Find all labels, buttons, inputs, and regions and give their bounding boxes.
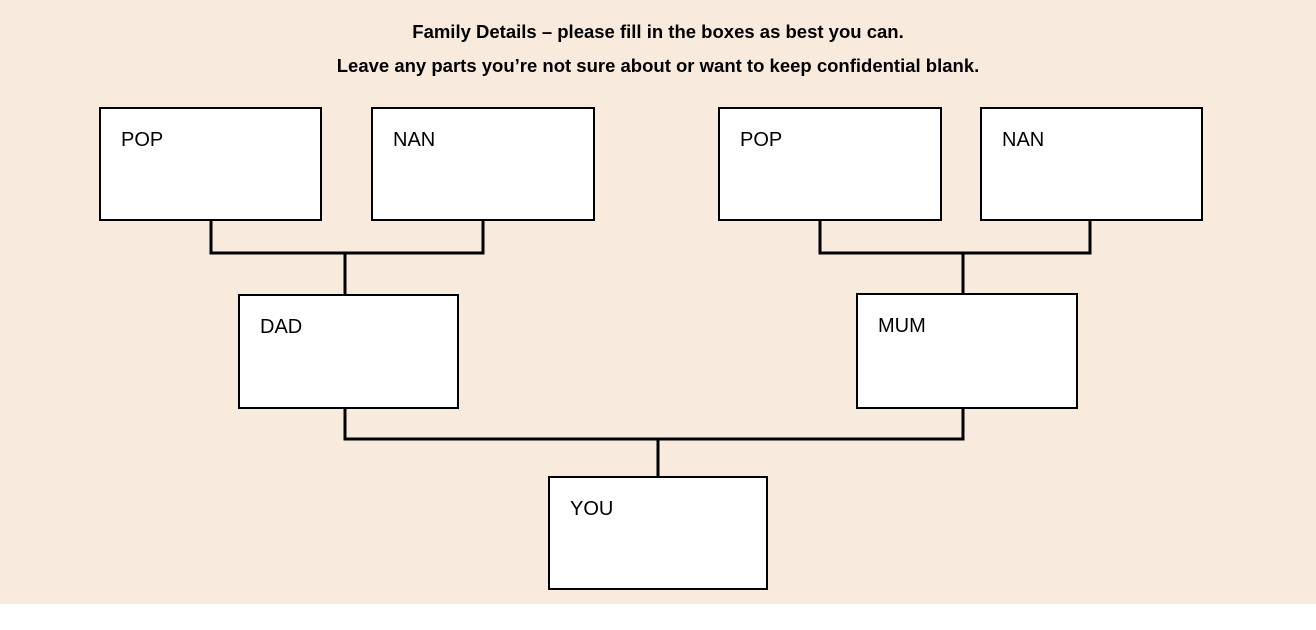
maternal-nan-box[interactable] <box>980 107 1203 221</box>
paternal-nan-box[interactable] <box>371 107 595 221</box>
instructions-line-2: Leave any parts you’re not sure about or want to keep confidential blank. <box>336 55 980 76</box>
maternal-nan-label: NAN <box>1002 129 1045 151</box>
you-label: YOU <box>570 498 614 520</box>
paternal-pop-label: POP <box>121 129 164 151</box>
instructions-line-1: Family Details – please fill in the boxes as best you can. <box>412 21 904 42</box>
mum-box[interactable] <box>856 293 1078 409</box>
paternal-nan-label: NAN <box>393 129 436 151</box>
paternal-pop-box[interactable] <box>99 107 322 221</box>
maternal-pop-box[interactable] <box>718 107 942 221</box>
maternal-pop-label: POP <box>740 129 783 151</box>
maternal-grandparents-connector <box>820 220 1090 253</box>
bottom-margin <box>0 604 1316 630</box>
dad-label: DAD <box>260 316 303 338</box>
you-box[interactable] <box>548 476 768 590</box>
mum-label: MUM <box>878 315 926 337</box>
dad-box[interactable] <box>238 294 459 409</box>
paternal-grandparents-connector <box>211 220 483 253</box>
parents-connector <box>345 408 963 439</box>
